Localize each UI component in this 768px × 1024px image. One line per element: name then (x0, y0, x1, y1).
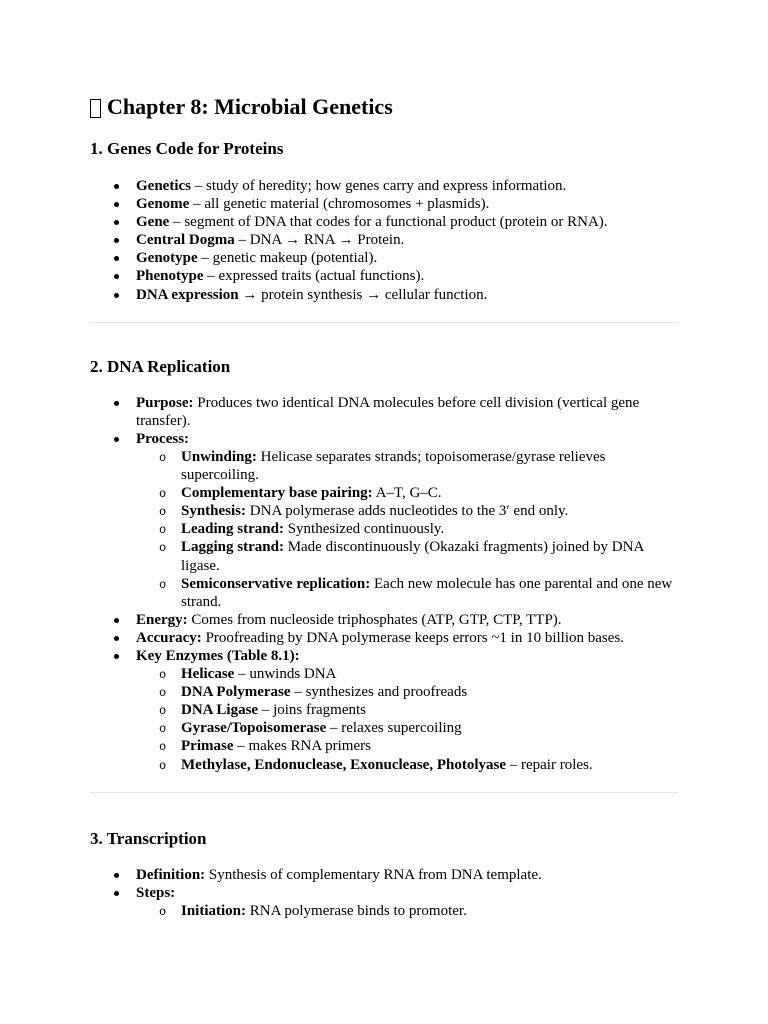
sublist-item (136, 902, 678, 920)
item-text: – expressed traits (actual functions). (203, 268, 425, 285)
item-term: Methylase, Endonuclease, Exonuclease, Photolyase (181, 756, 506, 773)
item-term: Leading strand: (181, 521, 284, 538)
sublist-item (136, 665, 678, 683)
item-text: – repair roles. (506, 756, 593, 773)
item-text: – joins fragments (258, 702, 366, 719)
item-text: Synthesized continuously. (283, 521, 445, 538)
item-term: Energy: (136, 611, 188, 628)
item-text: – makes RNA primers (233, 738, 371, 755)
item-term: DNA Polymerase (181, 684, 291, 701)
item-term: DNA Ligase (181, 702, 259, 719)
item-term: Gyrase/Topoisomerase (181, 720, 327, 737)
list-item (90, 267, 678, 285)
item-term: Process: (136, 430, 190, 447)
list-item-accuracy (90, 629, 678, 647)
sublist-item (136, 719, 678, 737)
item-term: Helicase (181, 666, 235, 683)
sublist-item (136, 683, 678, 701)
enzymes-sublist (136, 665, 678, 774)
sublist-item (136, 701, 678, 719)
page-title-text: Chapter 8: Microbial Genetics (107, 94, 393, 119)
sublist-item (136, 737, 678, 755)
sublist-item (136, 575, 678, 611)
list-item (90, 177, 678, 195)
item-text: – DNA → RNA → Protein. (234, 232, 405, 249)
sublist-item (136, 520, 678, 538)
section-heading-genes: 1. Genes Code for Proteins (90, 139, 284, 158)
missing-glyph-box-icon (90, 99, 101, 118)
item-text: Produces two identical DNA molecules before cell division (vertical gene transfer). (136, 394, 640, 429)
transcription-list (90, 866, 678, 920)
item-text: – all genetic material (chromosomes + plasmids). (189, 196, 490, 213)
item-term: Purpose: (136, 394, 194, 411)
section-heading-transcription: 3. Transcription (90, 828, 207, 848)
section-divider (90, 322, 678, 323)
genes-list (90, 177, 678, 304)
item-term: Key Enzymes (Table 8.1): (136, 647, 300, 664)
list-item-purpose (90, 394, 678, 430)
item-term: Phenotype (136, 268, 204, 285)
page-title (90, 92, 678, 122)
item-text: – unwinds DNA (234, 666, 337, 683)
item-term: Complementary base pairing: (181, 485, 373, 502)
item-term: Accuracy: (136, 629, 202, 646)
list-item-energy (90, 611, 678, 629)
dna-replication-list (90, 394, 678, 774)
item-text: Comes from nucleoside triphosphates (ATP, GTP, CTP, TTP). (187, 611, 562, 628)
item-term: Genotype (136, 250, 198, 267)
list-item (90, 286, 678, 304)
process-sublist (136, 448, 678, 611)
item-text: – relaxes supercoiling (326, 720, 462, 737)
list-item-enzymes (90, 647, 678, 774)
item-text: A–T, G–C. (372, 485, 442, 502)
item-term: Unwinding: (181, 448, 257, 465)
item-term: Genome (136, 196, 190, 213)
item-term: Primase (181, 738, 234, 755)
list-item (90, 249, 678, 267)
item-text: Made discontinuously (Okazaki fragments) joined by DNA ligase. (181, 539, 644, 574)
item-term: Steps: (136, 884, 176, 901)
item-text: – synthesizes and proofreads (290, 684, 468, 701)
list-item (90, 195, 678, 213)
item-term: Synthesis: (181, 503, 247, 520)
item-text: Helicase separates strands; topoisomerase/gyrase relieves supercoiling. (181, 448, 606, 484)
item-term: Central Dogma (136, 232, 235, 249)
item-term: Semiconservative replication: (181, 575, 371, 592)
section-divider (90, 792, 678, 793)
item-text: – genetic makeup (potential). (197, 250, 378, 267)
item-text: DNA polymerase adds nucleotides to the 3′ end only. (246, 503, 569, 520)
item-text: Synthesis of complementary RNA from DNA template. (205, 866, 542, 883)
list-item (90, 213, 678, 231)
list-item-steps (90, 884, 678, 920)
item-text: RNA polymerase binds to promoter. (246, 902, 467, 919)
sublist-item (136, 756, 678, 774)
item-term: Lagging strand: (181, 539, 284, 556)
item-term: Genetics (136, 178, 191, 194)
sublist-item (136, 448, 678, 484)
sublist-item (136, 538, 678, 574)
list-item-process (90, 430, 678, 611)
item-term: DNA expression (136, 286, 239, 303)
item-term: Definition: (136, 866, 206, 883)
sublist-item (136, 484, 678, 502)
item-term: Gene (136, 214, 170, 231)
document-body (90, 92, 678, 920)
item-text: Each new molecule has one parental and one new strand. (181, 575, 673, 610)
sublist-item (136, 502, 678, 520)
section-heading-dna-replication: 2. DNA Replication (90, 356, 231, 376)
item-term: Initiation: (181, 902, 247, 919)
item-text: → protein synthesis → cellular function. (238, 286, 488, 303)
item-text: – study of heredity; how genes carry and express information. (190, 178, 567, 194)
steps-sublist (136, 902, 678, 920)
item-text: Proofreading by DNA polymerase keeps errors ~1 in 10 billion bases. (201, 629, 625, 646)
list-item-definition (90, 866, 678, 884)
list-item (90, 231, 678, 249)
item-text: – segment of DNA that codes for a functional product (protein or RNA). (169, 214, 608, 231)
